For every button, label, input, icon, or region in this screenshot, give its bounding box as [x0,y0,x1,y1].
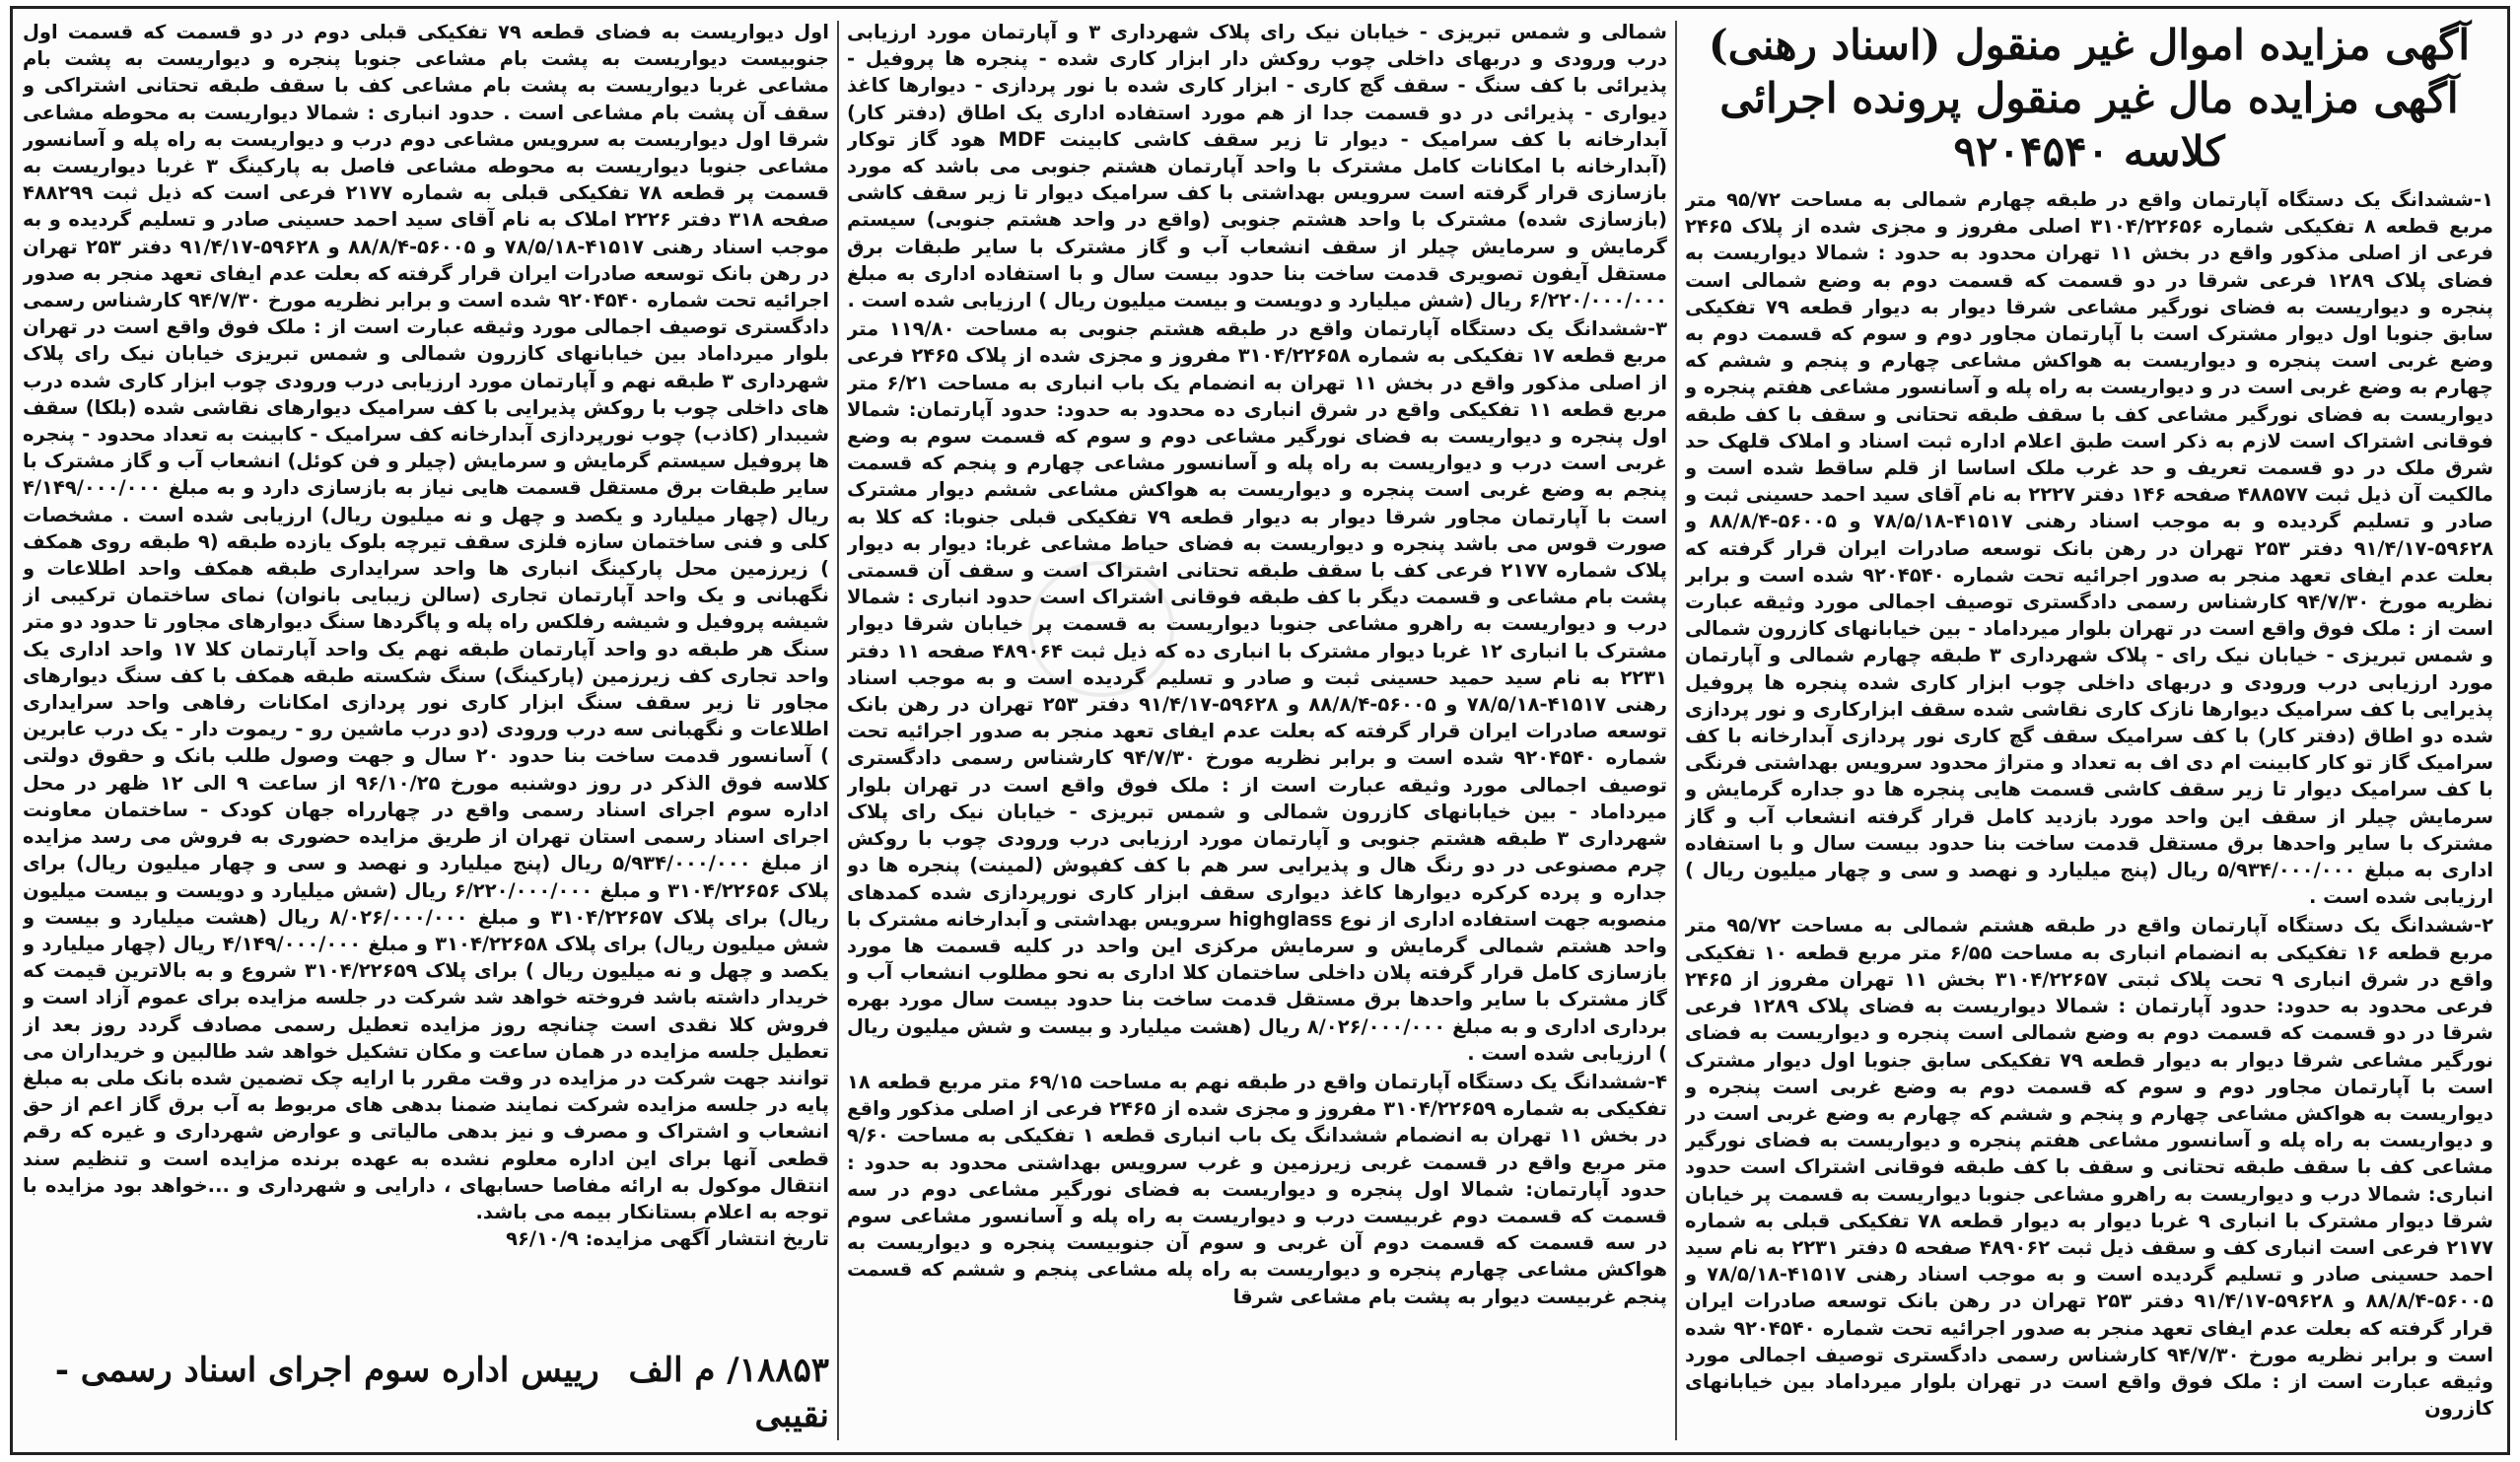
column-right [1685,19,2493,1442]
signature-text: رییس اداره سوم اجرای اسناد رسمی - نقیبی [54,1351,829,1435]
item-3-paragraph: ۳-ششدانگ یک دستگاه آپارتمان واقع در طبقه هشتم جنوبی به مساحت ۱۱۹/۸۰ متر مربع قطعه ۱۷ تفکیکی به شماره ۳۱۰۴/۲۲۶۵۸ مفروز و مجزی شده از پلاک ۲۴۶۵ فرعی از اصلی مذکور واقع در بخش ۱۱ تهران به انضمام یک باب انباری به مساحت ۶/۲۱ متر مربع قطعه ۱۱ تفکیکی واقع در شرق انباری ده محدود به حدود: حدود آپارتمان: شمالا اول پنجره و دیواریست به فضای نورگیر مشاعی دوم و سوم که قسمت سوم به وضع غربی است درب و دیواریست به راه پله و آسانسور مشاعی چهارم و پنجم که قسمت پنجم به وضع غربی است پنجره و دیواریست به هواکش مشاعی ششم دیوار مشترک است با آپارتمان مجاور شرقا دیوار به دیوار قطعه ۷۹ تفکیکی قبلی جنوبا: که کلا به صورت قوس می باشد پنجره و دیواریست به فضای حیاط مشاعی غربا: دیوار به دیوار پلاک شماره ۲۱۷۷ فرعی کف با سقف طبقه تحتانی اشتراک است و سقف آن قسمتی پشت بام مشاعی و قسمت دیگر با کف طبقه فوقانی اشتراک است حدود انباری : شمالا درب و دیواریست به راهرو مشاعی جنوبا دیواریست به قسمت پر خیابان شرقا دیوار مشترک با انباری ۱۲ غربا دیوار مشترک با انباری ده که ذیل ثبت ۴۸۹۰۶۴ صفحه ۱۱ دفتر ۲۲۳۱ به نام سید حمید حسینی ثبت و صادر و تسلیم گردیده است و به موجب اسناد رهنی ۴۱۵۱۷-۷۸/۵/۱۸ و ۵۶۰۰۵-۸۸/۸/۴ و ۵۹۶۲۸-۹۱/۴/۱۷ دفتر ۲۵۳ تهران در رهن بانک توسعه صادرات ایران قرار گرفته که بعلت عدم ایفای تعهد منجر به صدور اجرائیه تحت شماره ۹۲۰۴۵۴۰ شده است و برابر نظریه مورخ ۹۴/۷/۳۰ کارشناس رسمی دادگستری توصیف اجمالی مورد وثیقه عبارت است از : ملک فوق واقع است در تهران بلوار میرداماد - بین خیابانهای کازرون شمالی و شمس تبریزی - خیابان نیک رای پلاک شهرداری ۳ طبقه هشتم جنوبی و آپارتمان مورد ارزیابی درب ورودی چوب با روکش چرم مصنوعی در دو رنگ هال و پذیرایی سر هم با کف کفپوش (لمینت) پنجره ها دو جداره و پرده کرکره دیوارها کاغذ دیواری سقف ابزار کاری نورپردازی شده کمدهای منصوبه جهت استفاده اداری از نوع highglass سرویس بهداشتی و آبدارخانه مشترک با واحد هشتم شمالی گرمایش و سرمایش مرکزی این واحد در کلیه قسمت ها مورد بازسازی کامل قرار گرفته پلان داخلی ساختمان کلا اداری به نحو مطلوب انشعاب آب و گاز مشترک با سایر واحدها برق مستقل قدمت ساخت بنا حدود بیست سال مورد بهره برداری اداری و به مبلغ ۸/۰۲۶/۰۰۰/۰۰۰ ریال (هشت میلیارد و بیست و شش میلیون ریال ) ارزیابی شده است . [847,317,1667,1065]
item-2-continued-paragraph: شمالی و شمس تبریزی - خیابان نیک رای پلاک شهرداری ۳ و آپارتمان مورد ارزیابی درب ورودی و دربهای داخلی چوب روکش دار ابزار کاری شده - پنجره ها پروفیل - پذیرائی با کف سنگ - سقف گچ کاری - ابزار کاری شده با نور پردازی - دیوارها کاغذ دیواری - پذیرائی در دو قسمت جدا از هم مورد استفاده اداری یک اطاق (دفتر کار) آبدارخانه با کف سرامیک - دیوار تا زیر سقف کاشی کابینت MDF هود گاز توکار (آبدارخانه با امکانات کامل مشترک با واحد آپارتمان هشتم جنوبی می باشد که مورد بازسازی قرار گرفته است سرویس بهداشتی با کف سرامیک دیوار تا زیر سقف کاشی (بازسازی شده) مشترک با واحد هشتم جنوبی (واقع در واحد هشتم جنوبی) سیستم گرمایش و سرمایش چیلر از سقف انشعاب آب و گاز مشترک با سایر طبقات برق مستقل آیفون تصویری قدمت ساخت بنا حدود بیست سال و با استفاده اداری به مبلغ ۶/۲۲۰/۰۰۰/۰۰۰ ریال (شش میلیارد و دویست و بیست میلیون ریال ) ارزیابی شده است . [847,21,1667,313]
column-left [23,19,829,1442]
newspaper-clipping [10,6,2510,1455]
column-middle [847,19,1667,1442]
faint-watermark-logo [1028,561,1174,697]
signature-code: ۱۸۸۵۳/ م الف [628,1351,829,1390]
item-4-paragraph: ۴-ششدانگ یک دستگاه آپارتمان واقع در طبقه نهم به مساحت ۶۹/۱۵ متر مربع قطعه ۱۸ تفکیکی به شماره ۳۱۰۴/۲۲۶۵۹ مفروز و مجزی شده از ۲۴۶۵ فرعی از اصلی مذکور واقع در بخش ۱۱ تهران به انضمام ششدانگ یک باب انباری قطعه ۱ تفکیکی به مساحت ۹/۶۰ متر مربع واقع در قسمت غربی زیرزمین و غرب سرویس بهداشتی محدود به حدود : حدود آپارتمان: شمالا اول پنجره و دیواریست به فضای نورگیر مشاعی دوم در سه قسمت که قسمت دوم غربیست درب و دیواریست به راه پله و آسانسور مشاعی سوم در سه قسمت که قسمت دوم آن غربی و سوم آن جنوبیست پنجره و دیواریست به هواکش مشاعی چهارم پنجره و دیواریست به راه پله مشاعی پنجم و ششم که قسمت پنجم غربیست دیوار به پشت بام مشاعی شرقا [847,1070,1667,1308]
item-4-continued-paragraph: اول دیواریست به فضای قطعه ۷۹ تفکیکی قبلی دوم در دو قسمت که قسمت اول جنوبیست دیواریست به پشت بام مشاعی جنوبا پنجره و دیواریست به پشت بام مشاعی غربا دیواریست به پشت بام مشاعی کف با سقف طبقه تحتانی اشتراکی و سقف آن پشت بام مشاعی است . حدود انباری : شمالا دیواریست به محوطه مشاعی شرقا اول دیواریست به سرویس مشاعی دوم درب و دیواریست به راه پله و آسانسور مشاعی جنوبا دیواریست به محوطه مشاعی فاصل به پارکینگ ۳ غربا دیواریست به قسمت پر قطعه ۷۸ تفکیکی قبلی به شماره ۲۱۷۷ فرعی است که ذیل ثبت ۴۸۸۲۹۹ صفحه ۳۱۸ دفتر ۲۲۲۶ املاک به نام آقای سید احمد حسینی صادر و تسلیم گردیده و به موجب اسناد رهنی ۴۱۵۱۷-۷۸/۵/۱۸ و ۵۶۰۰۵-۸۸/۸/۴ و ۵۹۶۲۸-۹۱/۴/۱۷ دفتر ۲۵۳ تهران در رهن بانک توسعه صادرات ایران قرار گرفته که بعلت عدم ایفای تعهد منجر به صدور اجرائیه تحت شماره ۹۲۰۴۵۴۰ شده است و برابر نظریه مورخ ۹۴/۷/۳۰ کارشناس رسمی دادگستری توصیف اجمالی مورد وثیقه عبارت است از : ملک فوق واقع است در تهران بلوار میرداماد بین خیابانهای کازرون شمالی و شمس تبریزی خیابان نیک رای پلاک شهرداری ۳ طبقه نهم و آپارتمان مورد ارزیابی درب ورودی چوب ابزار کاری شده درب های داخلی چوب با روکش پذیرایی با کف سرامیک دیوارهای نقاشی شده (بلکا) سقف شیبدار (کاذب) چوب نورپردازی آبدارخانه کف سرامیک - کابینت به تعداد محدود - پنجره ها پروفیل سیستم گرمایش و سرمایش (چیلر و فن کوئل) انشعاب آب و گاز مشترک با سایر طبقات برق مستقل قسمت هایی نیاز به بازسازی دارد و به مبلغ ۴/۱۴۹/۰۰۰/۰۰۰ ریال (چهار میلیارد و یکصد و چهل و نه میلیون ریال) ارزیابی شده است . مشخصات کلی و فنی ساختمان سازه فلزی سقف تیرچه بلوک یازده طبقه (۹ طبقه روی همکف ) زیرزمین محل پارکینگ انباری ها واحد سرایداری طبقه همکف واحد اطلاعات و نگهبانی و یک واحد آپارتمان تجاری (سالن زیبایی بانوان) نمای ساختمان ترکیبی از شیشه پروفیل و شیشه رفلکس راه پله و پاگردها سنگ دیوارهای مجاور تا حدود دو متر سنگ هر طبقه دو واحد آپارتمان طبقه نهم یک واحد آپارتمان کلا ۱۷ واحد اداری یک واحد تجاری کف زیرزمین (پارکینگ) سنگ شکسته طبقه همکف با کف سنگ دیوارهای مجاور تا زیر سقف سنگ ابزار کاری نور پردازی امکانات رفاهی واحد سرایداری اطلاعات و نگهبانی سه درب ورودی (دو درب ماشین رو - ریموت دار - یک درب عابرین ) آسانسور قدمت ساخت بنا حدود ۲۰ سال و جهت وصول طلب بانک و حقوق دولتی کلاسه فوق الذکر در روز دوشنبه مورخ ۹۶/۱۰/۲۵ از ساعت ۹ الی ۱۲ ظهر در محل اداره سوم اجرای اسناد رسمی واقع در چهارراه جهان کودک - ساختمان معاونت اجرای اسناد رسمی استان تهران از طریق مزایده حضوری به فروش می رسد مزایده از مبلغ ۵/۹۳۴/۰۰۰/۰۰۰ ریال (پنج میلیارد و نهصد و سی و چهار میلیون ریال) برای پلاک ۳۱۰۴/۲۲۶۵۶ و مبلغ ۶/۲۲۰/۰۰۰/۰۰۰ ریال (شش میلیارد و دویست و بیست میلیون ریال) برای پلاک ۳۱۰۴/۲۲۶۵۷ و مبلغ ۸/۰۲۶/۰۰۰/۰۰۰ ریال (هشت میلیارد و بیست و شش میلیون ریال) برای پلاک ۳۱۰۴/۲۲۶۵۸ و مبلغ ۴/۱۴۹/۰۰۰/۰۰۰ ریال (چهار میلیارد و یکصد و چهل و نه میلیون ریال ) برای پلاک ۳۱۰۴/۲۲۶۵۹ شروع و به بالاترین قیمت که خریدار داشته باشد فروخته خواهد شد شرکت در جلسه مزایده برای عموم آزاد است و فروش کلا نقدی است چنانچه روز مزایده تعطیل رسمی مصادف گردد روز بعد از تعطیل جلسه مزایده در همان ساعت و مکان تشکیل خواهد شد طالبین و خریداران می توانند جهت شرکت در مزایده در وقت مقرر با ارایه چک تضمین شده بانک ملی به مبلغ پایه در جلسه مزایده شرکت نمایند ضمنا بدهی های مربوط به آب برق گاز اعم از حق انشعاب و اشتراک و مصرف و نیز بدهی مالیاتی و عوارض شهرداری و غیره که رقم قطعی آنها برای این اداره معلوم نشده به عهده برنده مزایده است و تنظیم سند انتقال موکول به ارائه مفاصا حسابهای ، دارایی و شهرداری و ...خواهد بود مزایده با توجه به اعلام بستانکار بیمه می باشد. [23,21,829,1223]
column-divider [837,21,839,1440]
item-1-paragraph: ۱-ششدانگ یک دستگاه آپارتمان واقع در طبقه چهارم شمالی به مساحت ۹۵/۷۲ متر مربع قطعه ۸ تفکیکی شماره ۳۱۰۴/۲۲۶۵۶ اصلی مفروز و مجزی شده از پلاک ۲۴۶۵ فرعی از اصلی مذکور واقع در بخش ۱۱ تهران محدود به حدود : شمالا دیواریست به فضای پلاک ۱۲۸۹ فرعی شرقا در دو قسمت که قسمت دوم به وضع شمالی است پنجره و دیواریست به فضای نورگیر مشاعی شرقا دیوار به دیوار قطعه ۷۹ تفکیکی سابق جنوبا اول دیوار مشترک است با آپارتمان مجاور دوم و سوم که قسمت دوم به وضع غربی است پنجره و دیواریست به هواکش مشاعی چهارم و پنجم و ششم که چهارم به وضع غربی است در و دیواریست به راه پله و آسانسور مشاعی هفتم پنجره و دیواریست به فضای نورگیر مشاعی کف با سقف طبقه تحتانی و سقف با کف طبقه فوقانی اشتراک است لازم به ذکر است طبق اعلام اداره ثبت اسناد و املاک قلهک حد شرق ملک در دو قسمت تعریف و حد غرب ملک اساسا از قلم ساقط شده است و مالکیت آن ذیل ثبت ۴۸۸۵۷۷ صفحه ۱۴۶ دفتر ۲۲۲۷ به نام آقای سید احمد حسینی ثبت و صادر و تسلیم گردیده و به موجب اسناد رهنی ۴۱۵۱۷-۷۸/۵/۱۸ و ۵۶۰۰۵-۸۸/۸/۴ و ۵۹۶۲۸-۹۱/۴/۱۷ دفتر ۲۵۳ تهران در رهن بانک توسعه صادرات ایران قرار گرفته که بعلت عدم ایفای تعهد منجر به صدور اجرائیه تحت شماره ۹۲۰۴۵۴۰ شده است و برابر نظریه مورخ ۹۴/۷/۳۰ کارشناس رسمی دادگستری توصیف اجمالی مورد وثیقه عبارت است از : ملک فوق واقع است در تهران بلوار میرداماد - بین خیابانهای کازرون شمالی و شمس تبریزی - خیابان نیک رای - پلاک شهرداری ۳ طبقه چهارم شمالی و آپارتمان مورد ارزیابی درب ورودی و دربهای داخلی چوب ابزار کاری شده پنجره ها پروفیل پذیرایی با کف سرامیک دیوارها نازک کاری نقاشی شده سقف ابزارکاری و نور پردازی شده دو اطاق (دفتر کار) با کف سرامیک سقف گچ کاری نور پردازی آبدارخانه با کف سرامیک گاز تو کار کابینت ام دی اف به تعداد و متراژ محدود سرویس بهداشتی فرنگی با کف سرامیک دیوار تا زیر سقف کاشی قسمت هایی پنجره ها دو جداره گرمایش و سرمایش چیلر از سقف این واحد مورد بازدید کامل قرار گرفته انشعاب آب و گاز مشترک با سایر واحدها برق مستقل قدمت ساخت بنا حدود بیست سال و با استفاده اداری به مبلغ ۵/۹۳۴/۰۰۰/۰۰۰ ریال (پنج میلیارد و نهصد و سی و چهار میلیون ریال ) ارزیابی شده است . [1685,188,2493,909]
notice-title-2: آگهی مزایده مال غیر منقول پرونده اجرائی کلاسه ۹۲۰۴۵۴۰ [1719,74,2459,175]
item-2-paragraph: ۲-ششدانگ یک دستگاه آپارتمان واقع در طبقه هشتم شمالی به مساحت ۹۵/۷۲ متر مربع قطعه ۱۶ تفکیکی به انضمام انباری به مساحت ۶/۵۵ متر مربع قطعه ۱۰ تفکیکی واقع در شرق انباری ۹ تحت پلاک ثبتی ۳۱۰۴/۲۲۶۵۷ بخش ۱۱ تهران مفروز از ۲۴۶۵ فرعی محدود به حدود: حدود آپارتمان : شمالا دیواریست به فضای پلاک ۱۲۸۹ فرعی شرقا در دو قسمت که قسمت دوم به وضع شمالی است پنجره و دیواریست به فضای نورگیر مشاعی شرقا دیوار به دیوار قطعه ۷۹ تفکیکی سابق جنوبا اول دیوار مشترک است با آپارتمان مجاور دوم و سوم که قسمت دوم به وضع غربی است پنجره و دیواریست به هواکش مشاعی چهارم و پنجم و ششم که چهارم به وضع غربی است در و دیواریست به راه پله و آسانسور مشاعی هفتم پنجره و دیواریست به فضای نورگیر مشاعی کف با سقف طبقه تحتانی و سقف با کف طبقه فوقانی اشتراک است حدود انباری: شمالا درب و دیواریست به راهرو مشاعی جنوبا دیواریست به قسمت پر خیابان شرقا دیوار مشترک با انباری ۹ غربا دیوار به دیوار قطعه ۷۸ تفکیکی قبلی به شماره ۲۱۷۷ فرعی است انباری کف و سقف ذیل ثبت ۴۸۹۰۶۲ صفحه ۵ دفتر ۲۲۳۱ به نام سید احمد حسینی صادر و تسلیم گردیده است و به موجب اسناد رهنی ۴۱۵۱۷-۷۸/۵/۱۸ و ۵۶۰۰۵-۸۸/۸/۴ و ۵۹۶۲۸-۹۱/۴/۱۷ دفتر ۲۵۳ تهران در رهن بانک توسعه صادرات ایران قرار گرفته که بعلت عدم ایفای تعهد منجر به صدور اجرائیه تحت شماره ۹۲۰۴۵۴۰ شده است و برابر نظریه مورخ ۹۴/۷/۳۰ کارشناس رسمی دادگستری توصیف اجمالی مورد وثیقه عبارت است از : ملک فوق واقع است در تهران بلوار میرداماد بین خیابانهای کازرون [1685,914,2493,1421]
column-divider [1675,21,1677,1440]
notice-title-1: آگهی مزایده اموال غیر منقول (اسناد رهنی) [1708,21,2471,69]
publish-date: تاریخ انتشار آگهی مزایده: ۹۶/۱۰/۹ [506,1227,829,1251]
signature-line [23,1348,829,1438]
